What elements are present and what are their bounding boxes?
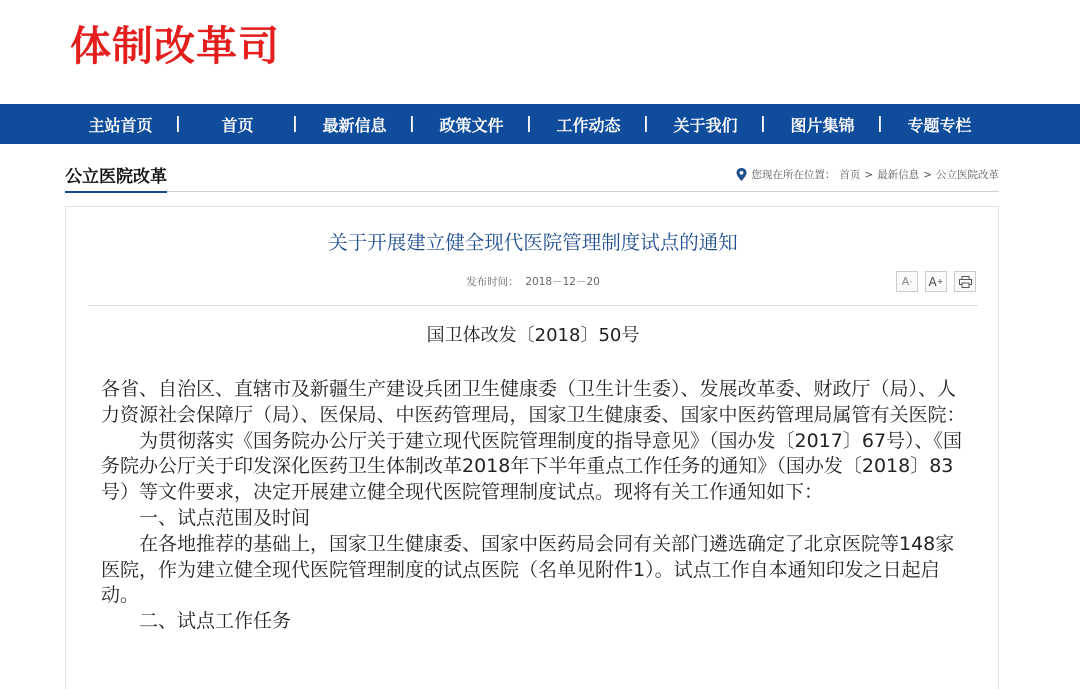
breadcrumb-latest[interactable]: 最新信息 bbox=[877, 169, 920, 181]
breadcrumb-home[interactable]: 首页 bbox=[839, 169, 861, 181]
article-tools bbox=[896, 271, 976, 292]
main-nav: 主站首页 | 首页 | 最新信息 | 政策文件 | 工作动态 | 关于我们 | 图片集锦 | 专题专栏 bbox=[0, 104, 1080, 144]
breadcrumb-sep: > bbox=[864, 168, 874, 181]
site-logo[interactable]: 体制改革司 bbox=[70, 22, 280, 70]
nav-item-about[interactable]: 关于我们 bbox=[673, 115, 738, 135]
publish-date: 2018－12－20 bbox=[525, 276, 600, 288]
breadcrumb-current[interactable]: 公立医院改革 bbox=[936, 169, 999, 181]
location-pin-icon bbox=[736, 168, 747, 181]
divider bbox=[88, 305, 978, 306]
nav-item-work[interactable]: 工作动态 bbox=[556, 115, 621, 135]
nav-item-latest[interactable]: 最新信息 bbox=[322, 115, 387, 135]
breadcrumb-sep: > bbox=[923, 168, 932, 181]
heading-tasks: 二、试点工作任务 bbox=[139, 610, 292, 633]
heading-scope: 一、试点范围及时间 bbox=[139, 506, 311, 529]
paragraph-scope: 在各地推荐的基础上，国家卫生健康委、国家中医药局会同有关部门遴选确定了北京医院等148家医院，作为建立健全现代医院管理制度的试点医院（名单见附件1）。试点工作自本通知印发之日起启动。 bbox=[101, 532, 955, 607]
breadcrumb-prefix: 您现在所在位置： bbox=[751, 169, 836, 181]
nav-item-main-home[interactable]: 主站首页 bbox=[88, 115, 153, 135]
publish-info bbox=[66, 274, 1000, 289]
font-larger-button[interactable]: A + bbox=[925, 271, 947, 292]
paragraph-addressees: 各省、自治区、直辖市及新疆生产建设兵团卫生健康委（卫生计生委）、发展改革委、财政厅（局）、人力资源社会保障厅（局）、医保局、中医药管理局，国家卫生健康委、国家中医药管理局属管有关医院： bbox=[101, 378, 966, 426]
article-container bbox=[65, 206, 999, 689]
article-body bbox=[101, 377, 969, 635]
paragraph-intro: 为贯彻落实《国务院办公厅关于建立现代医院管理制度的指导意见》（国办发〔2017〕67号）、《国务院办公厅关于印发深化医药卫生体制改革2018年下半年重点工作任务的通知》（国办发〔2018〕83号）等文件要求，决定开展建立健全现代医院管理制度试点。现将有关工作通知如下： bbox=[101, 429, 963, 504]
printer-icon bbox=[959, 276, 972, 288]
print-button[interactable] bbox=[954, 271, 976, 292]
section-header bbox=[65, 164, 999, 192]
nav-item-topics[interactable]: 专题专栏 bbox=[907, 115, 972, 135]
nav-item-policy[interactable]: 政策文件 bbox=[439, 115, 504, 135]
publish-label: 发布时间： bbox=[466, 276, 519, 288]
breadcrumb bbox=[736, 167, 999, 182]
section-title: 公立医院改革 bbox=[65, 166, 167, 193]
font-smaller-button[interactable]: A - bbox=[896, 271, 918, 292]
article-title: 关于开展建立健全现代医院管理制度试点的通知 bbox=[328, 231, 738, 254]
nav-item-home[interactable]: 首页 bbox=[221, 115, 254, 135]
document-number: 国卫体改发〔2018〕50号 bbox=[426, 325, 640, 346]
nav-item-gallery[interactable]: 图片集锦 bbox=[790, 115, 855, 135]
